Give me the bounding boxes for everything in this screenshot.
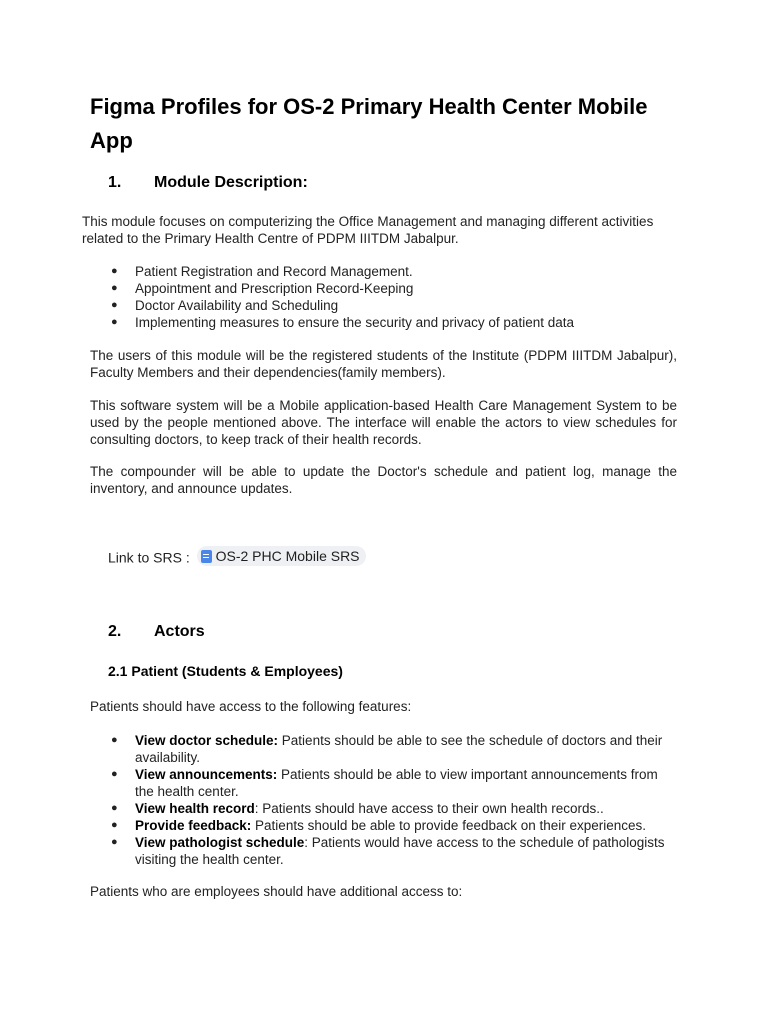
bullet-icon: ● xyxy=(111,316,118,328)
section-2-heading xyxy=(108,621,205,643)
list-item: ● Implementing measures to ensure the security and privacy of patient data xyxy=(111,315,574,330)
srs-link-label: Link to SRS : xyxy=(108,549,190,566)
list-item: ● View announcements: Patients should be able to view important announcements from the health center. xyxy=(111,767,658,799)
module-bullet-list xyxy=(90,263,690,331)
bullet-icon: ● xyxy=(111,768,118,780)
list-item: ● View doctor schedule: Patients should be able to see the schedule of doctors and their availability. xyxy=(111,733,663,765)
doc-icon xyxy=(201,550,212,563)
system-paragraph: This software system will be a Mobile application-based Health Care Management System to be used by the people mentioned above. The interface will enable the actors to view schedules for consulting doctors, to keep track of their health records. xyxy=(90,398,677,447)
employees-paragraph: Patients who are employees should have additional access to: xyxy=(90,884,463,899)
list-item: ● Provide feedback: Patients should be able to provide feedback on their experiences. xyxy=(111,818,647,833)
bullet-icon: ● xyxy=(111,282,118,294)
bullet-icon: ● xyxy=(111,734,118,746)
list-item: ● View pathologist schedule: Patients would have access to the schedule of pathologists visiting the health center. xyxy=(111,835,665,867)
document-title: Figma Profiles for OS-2 Primary Health Center Mobile App xyxy=(90,94,648,153)
bullet-icon: ● xyxy=(111,299,118,311)
list-item: ● Patient Registration and Record Management. xyxy=(111,264,413,279)
compounder-paragraph: The compounder will be able to update the Doctor's schedule and patient log, manage the inventory, and announce updates. xyxy=(90,464,677,496)
patient-subheading: 2.1 Patient (Students & Employees) xyxy=(108,663,343,679)
module-intro-paragraph: This module focuses on computerizing the Office Management and managing different activities related to the Primary Health Centre of PDPM IIITDM Jabalpur. xyxy=(82,214,654,246)
bullet-icon: ● xyxy=(111,265,118,277)
bullet-icon: ● xyxy=(111,802,118,814)
section-1-number: 1. xyxy=(108,174,122,191)
section-1-title: Module Description: xyxy=(154,174,308,191)
srs-link-chip[interactable] xyxy=(197,546,366,566)
srs-link-text: OS-2 PHC Mobile SRS xyxy=(215,548,360,564)
list-item: ● View health record: Patients should have access to their own health records.. xyxy=(111,801,604,816)
list-item: ● Appointment and Prescription Record-Keeping xyxy=(111,281,414,296)
list-item: ● Doctor Availability and Scheduling xyxy=(111,298,339,313)
users-paragraph: The users of this module will be the registered students of the Institute (PDPM IIITDM Jabalpur), Faculty Members and their dependencies(family members). xyxy=(90,348,677,380)
section-1-heading xyxy=(108,172,308,194)
bullet-icon: ● xyxy=(111,819,118,831)
section-2-number: 2. xyxy=(108,623,122,640)
bullet-icon: ● xyxy=(111,836,118,848)
patient-feature-list xyxy=(90,732,680,868)
section-2-title: Actors xyxy=(154,623,205,640)
srs-link-line xyxy=(108,546,366,568)
patient-features-intro: Patients should have access to the following features: xyxy=(90,699,412,714)
